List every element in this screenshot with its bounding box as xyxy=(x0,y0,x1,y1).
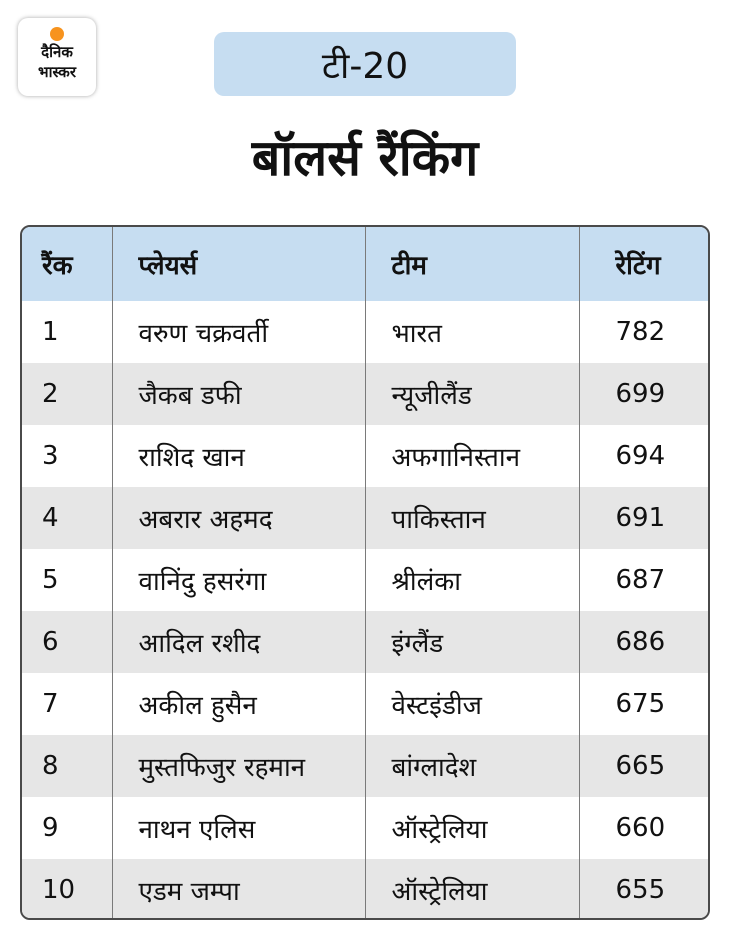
team-cell: न्यूजीलैंड xyxy=(365,363,579,425)
team-cell: ऑस्ट्रेलिया xyxy=(365,797,579,859)
team-cell: भारत xyxy=(365,301,579,363)
table-row xyxy=(22,487,708,549)
page-title: बॉलर्स रैंकिंग xyxy=(251,129,479,187)
player-cell: आदिल रशीद xyxy=(112,611,365,673)
table-row xyxy=(22,301,708,363)
team-cell: पाकिस्तान xyxy=(365,487,579,549)
rating-cell: 782 xyxy=(579,301,708,363)
player-cell: अबरार अहमद xyxy=(112,487,365,549)
table-row xyxy=(22,549,708,611)
team-cell: अफगानिस्तान xyxy=(365,425,579,487)
rankings-table-container xyxy=(20,225,710,920)
logo-text-line1: दैनिक xyxy=(41,43,73,61)
column-header-rank: रैंक xyxy=(42,251,73,281)
rating-cell: 655 xyxy=(579,859,708,920)
rating-cell: 694 xyxy=(579,425,708,487)
rating-cell: 665 xyxy=(579,735,708,797)
column-header-rating: रेटिंग xyxy=(579,227,708,301)
dainik-bhaskar-logo xyxy=(18,18,96,96)
table-row xyxy=(22,363,708,425)
rank-cell: 2 xyxy=(42,379,59,409)
sun-icon xyxy=(50,27,64,41)
table-row xyxy=(22,673,708,735)
rating-cell: 699 xyxy=(579,363,708,425)
table-row xyxy=(22,611,708,673)
table-row xyxy=(22,859,708,920)
column-header-players: प्लेयर्स xyxy=(112,227,365,301)
table-header-row xyxy=(22,227,708,301)
player-cell: एडम जम्पा xyxy=(112,859,365,920)
rank-cell: 3 xyxy=(42,441,59,471)
logo-text-line2: भास्कर xyxy=(38,63,76,81)
rank-cell: 5 xyxy=(42,565,59,595)
rank-cell: 9 xyxy=(42,813,59,843)
rating-cell: 687 xyxy=(579,549,708,611)
rating-cell: 675 xyxy=(579,673,708,735)
rating-cell: 691 xyxy=(579,487,708,549)
format-badge: टी-20 xyxy=(214,32,516,96)
player-cell: जैकब डफी xyxy=(112,363,365,425)
player-cell: मुस्तफिजुर रहमान xyxy=(112,735,365,797)
team-cell: वेस्टइंडीज xyxy=(365,673,579,735)
table-row xyxy=(22,425,708,487)
rank-cell: 8 xyxy=(42,751,59,781)
player-cell: वानिंदु हसरंगा xyxy=(112,549,365,611)
rankings-table xyxy=(22,227,708,920)
team-cell: श्रीलंका xyxy=(365,549,579,611)
rating-cell: 660 xyxy=(579,797,708,859)
rank-cell: 10 xyxy=(42,875,76,905)
table-row xyxy=(22,797,708,859)
rating-cell: 686 xyxy=(579,611,708,673)
table-row xyxy=(22,735,708,797)
rank-cell: 1 xyxy=(42,317,59,347)
rank-cell: 4 xyxy=(42,503,59,533)
player-cell: नाथन एलिस xyxy=(112,797,365,859)
player-cell: अकील हुसैन xyxy=(112,673,365,735)
team-cell: ऑस्ट्रेलिया xyxy=(365,859,579,920)
team-cell: बांग्लादेश xyxy=(365,735,579,797)
player-cell: वरुण चक्रवर्ती xyxy=(112,301,365,363)
rank-cell: 6 xyxy=(42,627,59,657)
rank-cell: 7 xyxy=(42,689,59,719)
team-cell: इंग्लैंड xyxy=(365,611,579,673)
column-header-team: टीम xyxy=(365,227,579,301)
player-cell: राशिद खान xyxy=(112,425,365,487)
